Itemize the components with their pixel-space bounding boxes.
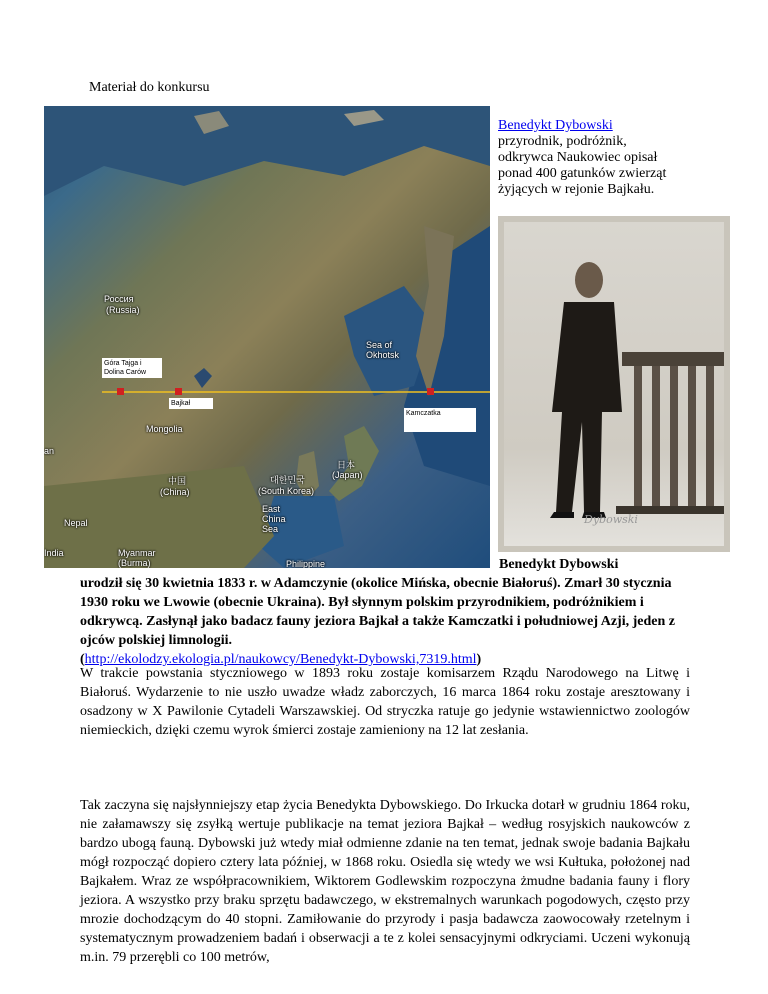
bio-name-link[interactable]: Benedykt Dybowski [498,118,613,133]
map-box-gora: Góra Tajga i Dolina Carów [102,358,162,378]
map-label-nepal: Nepal [64,518,88,528]
map-box-kamczatka: Kamczatka [404,408,476,432]
paragraph-2: Tak zaczyna się najsłynniejszy etap życia Benedykta Dybowskiego. Do Irkucka dotarł w grudniu 1864 roku, nie załamawszy się zsyłką wertuje publikacje na temat jeziora Bajkał – według rosyjskich naukowców z bardzo ubogą fauną. Dybowski już wtedy miał odmienne zdanie na ten temat, jednak swoje badania Bajkału mógł rozpocząć dopiero cztery lata później, w 1868 roku. Osiedla się wtedy we wsi Kułtuka, położonej nad Bajkałem. Wraz ze współpracownikiem, Wiktorem Godlewskim rozpoczyna żmudne badania fauny i flory jeziora. A wszystko przy braku sprzętu badawczego, w ekstremalnych warunkach pogodowych, często przy mrozie dochodzącym do 40 stopni. Zamiłowanie do przyrody i pasja badawcza zaowocowały rzetelnym i systematycznym prowadzeniem badań i obserwacji a te z kolei sensacyjnymi odkryciami. Uczeni wykonują m.in. 79 przerębli co 100 metrów, [80,798,690,965]
caption-source-link[interactable]: http://ekolodzy.ekologia.pl/naukowcy/Benedykt-Dybowski,7319.html [84,652,477,667]
map-label-korea: 대한민국 [270,475,305,485]
caption-name: Benedykt Dybowski [499,557,619,572]
map-label-korea-en: (South Korea) [258,486,315,496]
bio-block [498,118,668,198]
map-label-japan-en: (Japan) [332,470,363,480]
caption-body: urodził się 30 kwietnia 1833 r. w Adamczynie (okolice Mińska, obecnie Białoruś). Zmarł 30 stycznia 1930 roku we Lwowie (obecnie Ukraina). Był słynnym polskim przyrodnikiem, podróżnikiem i odkrywcą. Zasłynął jako badacz fauny jeziora Bajkał a także Kamczatki i południowej Azji, jeden z ojców polskiej limnologii. [80,576,675,648]
map-terrain [44,106,490,568]
caption-link-close: ) [476,652,482,667]
caption-link-open: ( [80,652,85,667]
map-label-russia-en: (Russia) [106,305,140,315]
map-label-russia: Россия [104,294,134,304]
map-label-china: 中国 [168,476,187,486]
map-box-bajkal: Bajkał [169,398,213,409]
map-label-myanmar: Myanmar [118,548,156,558]
document-header: Materiał do konkursu [89,80,210,95]
portrait-photo [498,216,730,552]
caption-block [80,555,690,669]
map-label-india: India [44,548,64,558]
bio-text: przyrodnik, podróżnik, odkrywca Naukowiec opisał ponad 400 gatunków zwierząt żyjących w rejonie Bajkału. [498,134,667,197]
map-label-myanmar-en: (Burma) [118,558,151,568]
satellite-map [44,106,490,568]
map-label-china-en: (China) [160,487,190,497]
map-label-mongolia: Mongolia [146,424,183,434]
map-label-sea-okhotsk: Sea of Okhotsk [366,340,400,360]
paragraph-1: W trakcie powstania styczniowego w 1893 roku zostaje komisarzem Rządu Narodowego na Litwę i Białoruś. Wydarzenie to nie uszło uwadze władz zaborczych, 16 marca 1864 roku zostaje aresztowany i osadzony w X Pawilonie Cytadeli Warszawskiej. Od stryczka ratuje go jedynie wstawiennictwo zoologów niemieckich, dzięki czemu wyrok śmierci zostaje zamieniony na 12 lat zesłania. [80,666,690,738]
map-label-east-china-sea: East China Sea [262,504,286,534]
portrait-figure [504,222,724,546]
map-label-an: an [44,446,55,456]
map-label-japan: 日本 [337,460,356,470]
photo-signature: Dybowski [584,513,638,526]
map-label-philippine: Philippine [286,559,326,568]
